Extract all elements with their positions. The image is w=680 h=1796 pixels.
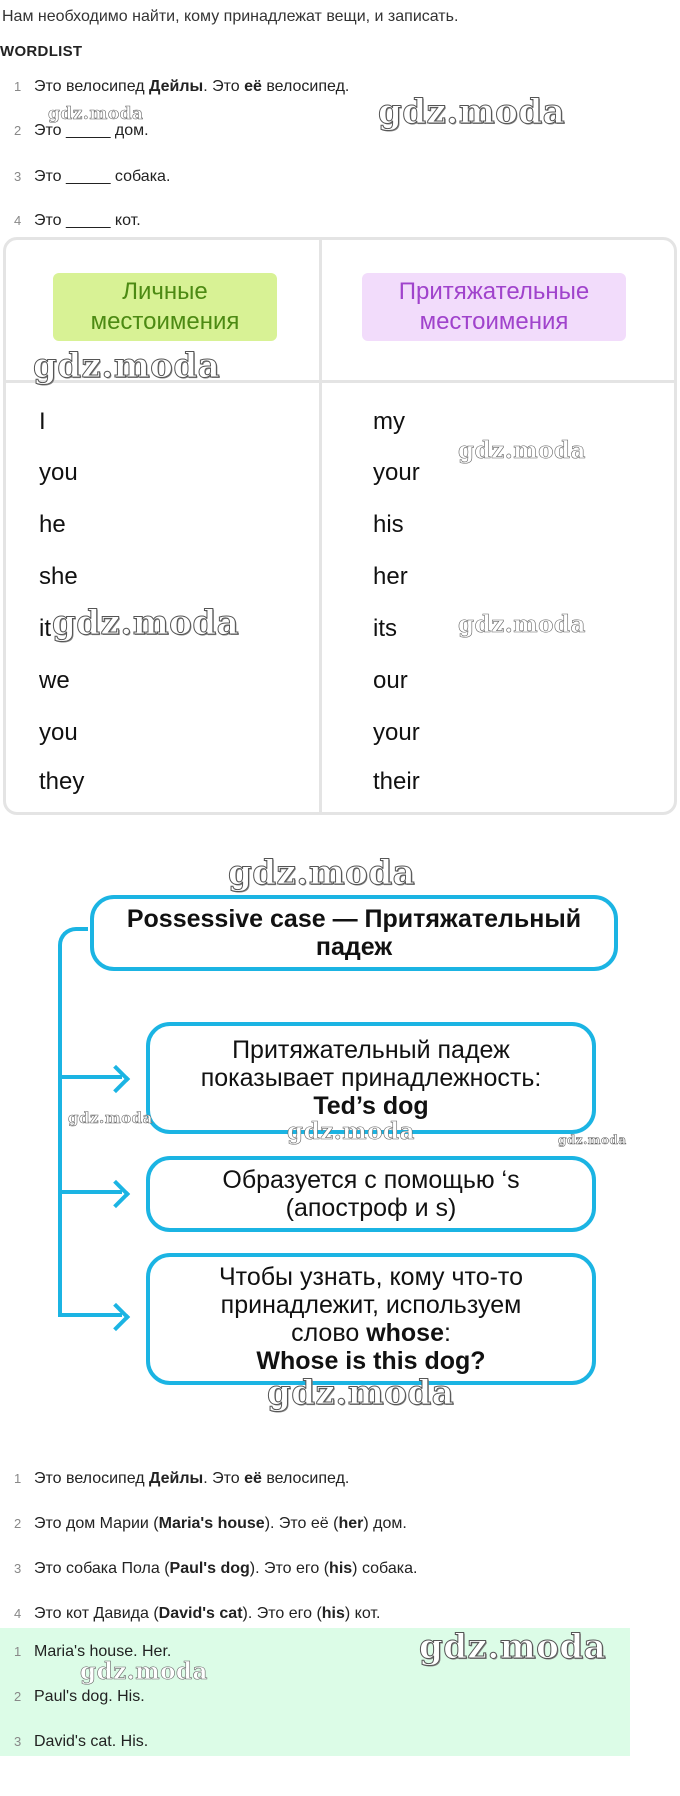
item-text: Это кот Давида (David's cat). Это его (his) кот.: [34, 1605, 381, 1622]
answer-item: [14, 1688, 145, 1706]
possessive-pronoun: your: [373, 459, 420, 486]
item-text: David's cat. His.: [34, 1733, 149, 1750]
watermark: gdz.moda: [267, 1373, 455, 1413]
flow-title-box: [90, 895, 618, 971]
item-number: 1: [14, 79, 22, 94]
flow-text: принадлежит, используем: [220, 1291, 522, 1319]
item-number: 3: [14, 169, 22, 184]
item-number: 2: [14, 123, 22, 138]
exercise-item: [14, 212, 141, 230]
watermark: gdz.moda: [287, 1118, 415, 1145]
watermark: gdz.moda: [80, 1658, 208, 1685]
item-text: Это _____ собака.: [34, 168, 171, 185]
possessive-pronouns-header: Притяжательные местоимения: [362, 273, 626, 341]
watermark: gdz.moda: [419, 1627, 607, 1667]
personal-pronoun: it: [39, 615, 51, 642]
possessive-pronoun: her: [373, 563, 408, 590]
item-text: Это _____ дом.: [34, 122, 149, 139]
item-text: Это велосипед Дейлы. Это её велосипед.: [34, 1470, 350, 1487]
exercise-item: [14, 78, 349, 96]
item-number: 2: [14, 1516, 22, 1531]
item-number: 3: [14, 1561, 22, 1576]
possessive-pronoun: our: [373, 667, 408, 694]
item-number: 3: [14, 1734, 22, 1749]
flow-title: Possessive case — Притяжательный падеж: [126, 905, 582, 961]
item-text: Paul's dog. His.: [34, 1688, 145, 1705]
flow-box-whose: [146, 1253, 596, 1385]
flow-example: Whose is this dog?: [256, 1347, 486, 1375]
item-number: 1: [14, 1471, 22, 1486]
arrow-head-icon: [102, 1303, 130, 1331]
flow-box-formation: [146, 1156, 596, 1232]
intro-text: Нам необходимо найти, кому принадлежат вещи, и записать.: [2, 8, 459, 25]
flow-text: Притяжательный падеж: [232, 1036, 510, 1064]
flow-text: Образуется с помощью ‘s: [222, 1166, 520, 1194]
item-text: Это велосипед Дейлы. Это её велосипед.: [34, 78, 350, 95]
item-text: Это _____ кот.: [34, 212, 141, 229]
watermark: gdz.moda: [458, 437, 586, 464]
flow-text: показывает принадлежность:: [200, 1064, 542, 1092]
arrow-head-icon: [102, 1180, 130, 1208]
pronoun-table: [3, 237, 677, 815]
possessive-pronoun: their: [373, 768, 420, 795]
solution-item: [14, 1515, 407, 1533]
watermark: gdz.moda: [33, 346, 221, 386]
possessive-pronoun: my: [373, 408, 405, 435]
item-text: Это собака Пола (Paul's dog). Это его (his) собака.: [34, 1560, 418, 1577]
solution-item: [14, 1605, 380, 1623]
arrow-head-icon: [102, 1065, 130, 1093]
item-number: 4: [14, 213, 22, 228]
item-number: 1: [14, 1644, 22, 1659]
personal-pronoun: they: [39, 768, 85, 795]
item-text: Это дом Марии (Maria's house). Это её (her) дом.: [34, 1515, 407, 1532]
watermark: gdz.moda: [458, 611, 586, 638]
wordlist-title: WORDLIST: [0, 43, 83, 60]
watermark: gdz.moda: [52, 603, 240, 643]
flow-example: Ted’s dog: [313, 1092, 429, 1120]
watermark: gdz.moda: [558, 1133, 627, 1147]
personal-pronoun: I: [39, 408, 46, 435]
item-number: 4: [14, 1606, 22, 1621]
watermark: gdz.moda: [228, 853, 416, 893]
personal-pronoun: you: [39, 459, 78, 486]
exercise-item: [14, 168, 170, 186]
possessive-pronoun: his: [373, 511, 404, 538]
solution-item: [14, 1470, 349, 1488]
exercise-item: [14, 122, 149, 140]
table-divider: [319, 240, 322, 812]
flow-text: (апостроф и s): [285, 1194, 457, 1222]
watermark: gdz.moda: [48, 104, 144, 124]
possessive-pronoun: your: [373, 719, 420, 746]
solution-item: [14, 1560, 417, 1578]
answer-item: [14, 1733, 148, 1751]
watermark: gdz.moda: [378, 92, 566, 132]
personal-pronoun: we: [39, 667, 70, 694]
flow-text: слово whose:: [291, 1319, 451, 1347]
personal-pronoun: you: [39, 719, 78, 746]
personal-pronouns-header: Личные местоимения: [53, 273, 277, 341]
flow-text: Чтобы узнать, кому что-то: [219, 1263, 523, 1291]
personal-pronoun: she: [39, 563, 78, 590]
watermark: gdz.moda: [68, 1109, 153, 1127]
item-number: 2: [14, 1689, 22, 1704]
item-text: Maria's house. Her.: [34, 1643, 172, 1660]
possessive-pronoun: its: [373, 615, 397, 642]
personal-pronoun: he: [39, 511, 66, 538]
